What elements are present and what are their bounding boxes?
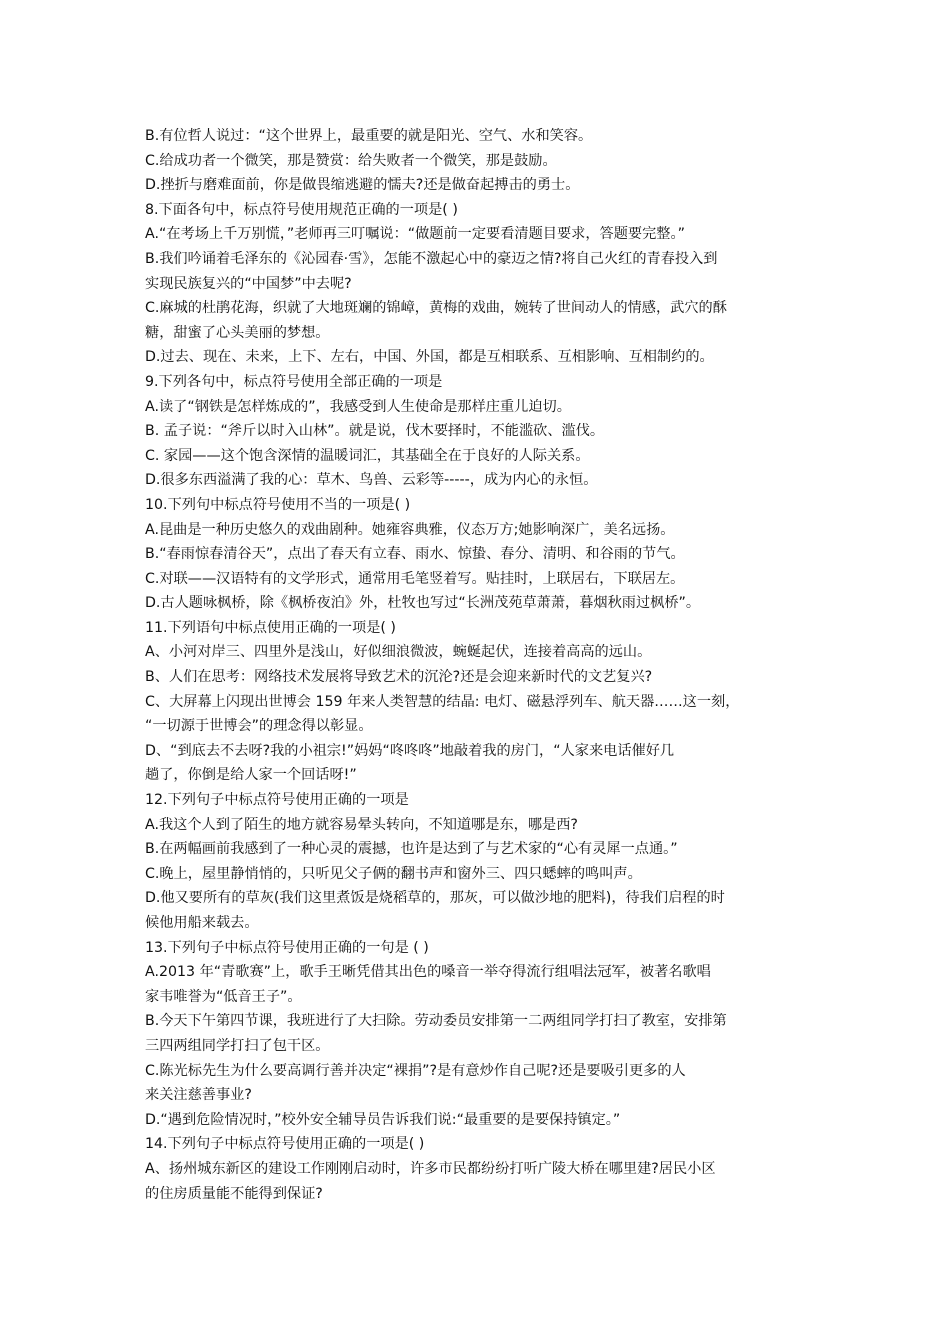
question-heading: 13.下列句子中标点符号使用正确的一句是 ( ) xyxy=(145,939,429,956)
text-line: D、“到底去不去呀?我的小祖宗!”妈妈“咚咚咚”地敲着我的房门，“人家来电话催好几 xyxy=(145,742,675,759)
question-heading: 8.下面各句中，标点符号使用规范正确的一项是( ) xyxy=(145,201,458,218)
document-body xyxy=(145,124,810,1206)
text-line: A.2013 年“青歌赛”上，歌手王晰凭借其出色的嗓音一举夺得流行组唱法冠军，被著名歌唱 xyxy=(145,964,711,981)
text-line: 糖，甜蜜了心头美丽的梦想。 xyxy=(145,324,330,341)
text-line: C.晚上，屋里静悄悄的，只听见父子俩的翻书声和窗外三、四只蟋蟀的鸣叫声。 xyxy=(145,865,642,882)
text-line: C.给成功者一个微笑，那是赞赏：给失败者一个微笑，那是鼓励。 xyxy=(145,152,557,169)
text-line: 的住房质量能不能得到保证? xyxy=(145,1185,323,1202)
text-line: B.有位哲人说过：“这个世界上，最重要的就是阳光、空气、水和笑容。 xyxy=(145,128,593,144)
text-line: B. 孟子说：“斧斤以时入山林”。就是说，伐木要择时，不能滥砍、滥伐。 xyxy=(145,423,605,440)
text-line: C.陈光标先生为什么要高调行善并决定“裸捐”?是有意炒作自己呢?还是要吸引更多的人 xyxy=(145,1062,686,1079)
question-heading: 12.下列句子中标点符号使用正确的一项是 xyxy=(145,792,409,809)
text-line: D.“遇到危险情况时，”校外安全辅导员告诉我们说:“最重要的是要保持镇定。” xyxy=(145,1111,621,1128)
question-heading: 10.下列句中标点符号使用不当的一项是( ) xyxy=(145,496,411,513)
text-line: 候他用船来载去。 xyxy=(145,915,259,931)
text-line: A.昆曲是一种历史悠久的戏曲剧种。她雍容典雅，仪态万方;她影响深广，美名远扬。 xyxy=(145,521,675,538)
text-line: 来关注慈善事业? xyxy=(145,1087,252,1104)
text-line: “一切源于世博会”的理念得以彰显。 xyxy=(145,718,373,735)
text-line: B.“春雨惊春清谷天”，点出了春天有立春、雨水、惊蛰、春分、清明、和谷雨的节气。 xyxy=(145,546,685,563)
text-line: D.他又要所有的草灰(我们这里煮饭是烧稻草的，那灰，可以做沙地的肥料)，待我们启程的时 xyxy=(145,890,725,907)
text-line: B.今天下午第四节课，我班进行了大扫除。劳动委员安排第一二两组同学打扫了教室，安排第 xyxy=(145,1013,727,1030)
text-line: D.过去、现在、未来，上下、左右，中国、外国，都是互相联系、互相影响、互相制约的。 xyxy=(145,349,714,366)
text-line: 实现民族复兴的“中国梦”中去呢? xyxy=(145,275,352,292)
text-line: 家韦唯誉为“低音王子”。 xyxy=(145,988,302,1005)
text-line: A、扬州城东新区的建设工作刚刚启动时，许多市民都纷纷打听广陵大桥在哪里建?居民小区 xyxy=(145,1160,716,1177)
text-line: C.对联——汉语特有的文学形式，通常用毛笔竖着写。贴挂时，上联居右，下联居左。 xyxy=(145,570,685,587)
text-line: C、大屏幕上闪现出世博会 159 年来人类智慧的结晶: 电灯、磁悬浮列车、航天器……这一刻， xyxy=(145,693,740,710)
text-line: 三四两组同学打扫了包干区。 xyxy=(145,1037,330,1054)
text-line: D.挫折与磨难面前，你是做畏缩逃避的懦夫?还是做奋起搏击的勇士。 xyxy=(145,177,580,194)
text-line: B.在两幅画前我感到了一种心灵的震撼，也许是达到了与艺术家的“心有灵犀一点通。” xyxy=(145,841,678,858)
text-line: A、小河对岸三、四里外是浅山，好似细浪微波，蜿蜒起伏，连接着高高的远山。 xyxy=(145,644,652,661)
text-line: D.很多东西溢满了我的心：草木、鸟兽、云彩等-----，成为内心的永恒。 xyxy=(145,472,598,489)
question-heading: 14.下列句子中标点符号使用正确的一项是( ) xyxy=(145,1136,425,1153)
text-line: B、人们在思考：网络技术发展将导致艺术的沉沦?还是会迎来新时代的文艺复兴? xyxy=(145,669,653,686)
text-line: A.读了“钢铁是怎样炼成的”，我感受到人生使命是那样庄重儿迫切。 xyxy=(145,398,571,415)
text-line: A.“在考场上千万别慌，”老师再三叮嘱说：“做题前一定要看清题目要求，答题要完整。” xyxy=(145,226,685,243)
text-line: C. 家园——这个饱含深情的温暖词汇，其基础全在于良好的人际关系。 xyxy=(145,447,590,464)
question-heading: 11.下列语句中标点使用正确的一项是( ) xyxy=(145,619,396,636)
text-line: 趟了，你倒是给人家一个回话呀!” xyxy=(145,767,357,784)
text-line: D.古人题咏枫桥，除《枫桥夜泊》外，杜牧也写过“长洲茂苑草萧萧，暮烟秋雨过枫桥”。 xyxy=(145,595,701,612)
text-line: A.我这个人到了陌生的地方就容易晕头转向，不知道哪是东，哪是西? xyxy=(145,816,578,833)
text-line: C.麻城的杜鹃花海，织就了大地斑斓的锦嶂，黄梅的戏曲，婉转了世间动人的情感，武穴的酥 xyxy=(145,300,727,317)
text-line: B.我们吟诵着毛泽东的《沁园春·雪》，怎能不激起心中的豪迈之情?将自己火红的青春投入到 xyxy=(145,250,718,267)
question-heading: 9.下列各句中，标点符号使用全部正确的一项是 xyxy=(145,373,443,390)
